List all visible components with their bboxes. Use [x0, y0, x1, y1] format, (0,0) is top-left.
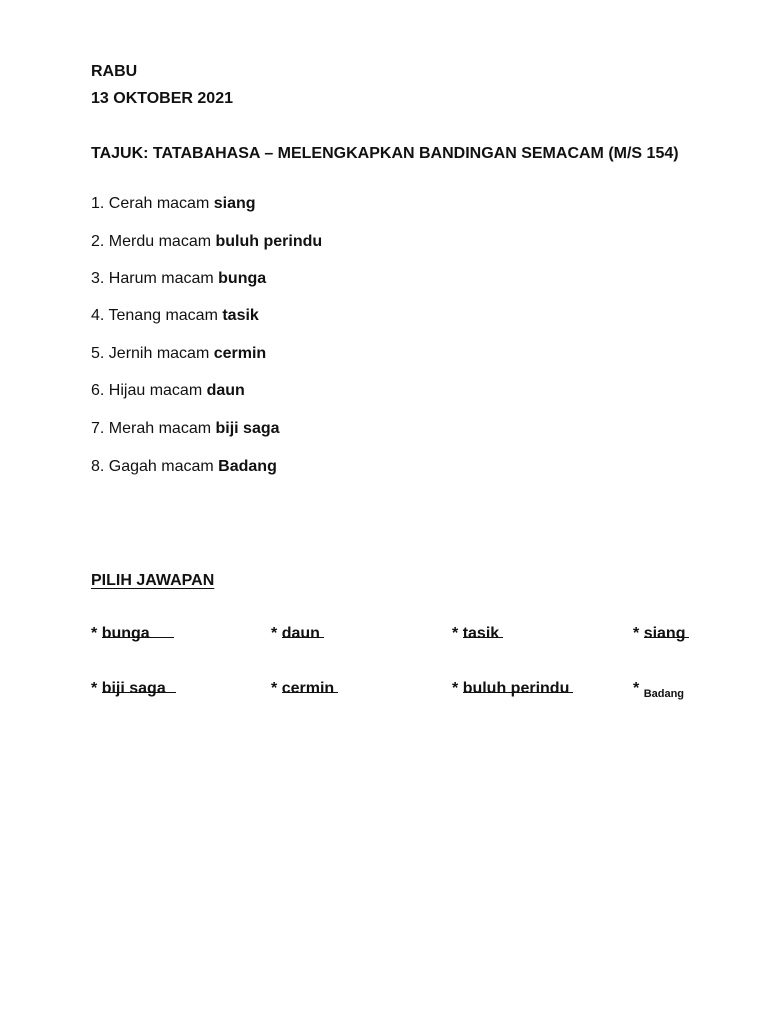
question-item	[91, 194, 256, 214]
choice-item	[633, 624, 685, 644]
choice-item	[452, 679, 569, 699]
worksheet-title: TAJUK: TATABAHASA – MELENGKAPKAN BANDINGAN SEMACAM (M/S 154)	[91, 145, 679, 162]
day-label: RABU	[91, 63, 138, 80]
date-label: 13 OKTOBER 2021	[91, 90, 233, 107]
question-text: 5. Jernih macam	[91, 345, 214, 362]
question-item	[91, 269, 266, 289]
bullet-star-icon: *	[452, 625, 459, 642]
choice-text: buluh perindu	[462, 680, 570, 697]
choice-text: tasik	[462, 625, 500, 642]
question-text: 3. Harum macam	[91, 270, 219, 287]
choice-item	[91, 624, 150, 644]
choice-text: Badang	[643, 688, 685, 700]
bullet-star-icon: *	[452, 680, 459, 697]
choice-item	[452, 624, 499, 644]
question-item	[91, 306, 259, 326]
question-text: 1. Cerah macam	[91, 195, 214, 212]
question-text: 2. Merdu macam	[91, 233, 216, 250]
choice-text: biji saga	[102, 680, 172, 697]
bullet-star-icon: *	[271, 680, 278, 697]
question-item	[91, 419, 280, 439]
bullet-star-icon: *	[633, 680, 640, 697]
bullet-star-icon: *	[633, 625, 640, 642]
question-text: 8. Gagah macam	[91, 458, 219, 475]
bullet-star-icon: *	[271, 625, 278, 642]
choice-item	[271, 624, 320, 644]
choice-text: bunga	[101, 625, 150, 642]
choice-item	[91, 679, 172, 699]
question-answer: cermin	[213, 345, 267, 362]
question-answer: tasik	[222, 307, 259, 324]
question-answer: Badang	[218, 458, 277, 475]
question-item	[91, 457, 277, 477]
choice-item	[271, 679, 334, 699]
question-item	[91, 344, 266, 364]
question-text: 4. Tenang macam	[91, 307, 223, 324]
question-text: 6. Hijau macam	[91, 382, 207, 399]
question-item	[91, 232, 322, 252]
bullet-star-icon: *	[91, 625, 98, 642]
choices-heading: PILIH JAWAPAN	[91, 572, 215, 589]
choice-text: siang	[643, 625, 686, 642]
question-text: 7. Merah macam	[91, 420, 216, 437]
question-answer: daun	[206, 382, 245, 399]
choice-item	[633, 679, 684, 700]
question-answer: buluh perindu	[215, 233, 323, 250]
worksheet-page	[91, 0, 751, 1024]
choice-text: cermin	[281, 680, 335, 697]
bullet-star-icon: *	[91, 680, 98, 697]
question-answer: siang	[213, 195, 256, 212]
question-item	[91, 381, 245, 401]
question-answer: biji saga	[215, 420, 280, 437]
question-answer: bunga	[218, 270, 267, 287]
choice-text: daun	[281, 625, 320, 642]
